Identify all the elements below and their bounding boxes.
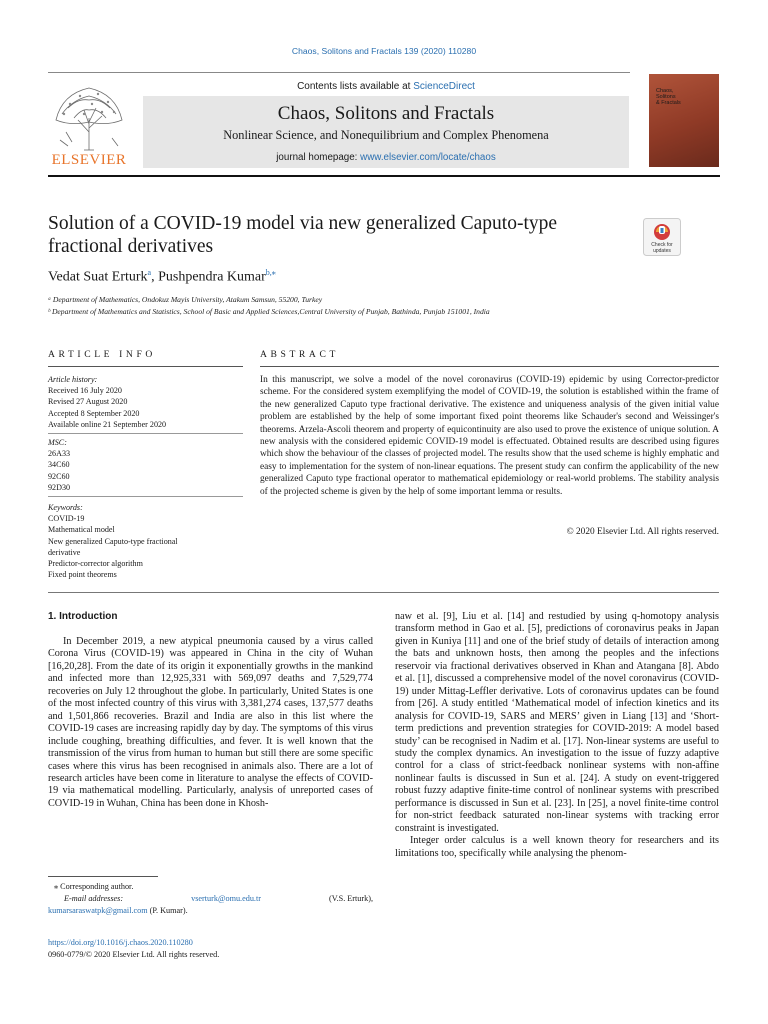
article-info-rule bbox=[48, 366, 243, 367]
body-column-left bbox=[48, 636, 373, 810]
journal-title: Chaos, Solitons and Fractals bbox=[277, 103, 495, 124]
msc-code: 26A33 bbox=[48, 449, 71, 459]
sciencedirect-link[interactable]: ScienceDirect bbox=[413, 81, 475, 92]
keyword: Mathematical model bbox=[48, 525, 115, 535]
body-paragraph: naw et al. [9], Liu et al. [14] and restudied by using q-homotopy analysis transform method in Gao et al. [5], predictions of coronavirus peaks in Japan given in Kuniya [11] and one of the brief study of details of interaction among the bats and unknown hosts, then among the peoples and the infections reservoir via fractional derivatives observed in Khan and Atangana [8]. Abdo et al. [1], discussed a comprehensive model of the novel coronavirus (COVID-19) under Mittag-Leffler derivative. Lots of coronavirus updates can be found from [26]. A study entitled ‘Mathematical model of infection kinetics and its analysis for COVID-19, SARS and MERS’ given in Liang [13] and ‘Short-term predictions and prevention strategies for COVID-2019: A model based study’ can be recognised in Nadim et al. [17]. Non-linear systems are useful to study the complex dynamics. An investigation to the issue of fuzzy adaptive control for a class of strict-feedback nonlinear systems with non-affine nonlinear faults is discussed in Sun et al. [24]. A study on event-triggered robust fuzzy adaptive finite-time control of nonlinear systems with prescribed performance is discussed in Sun et al. [23]. In [25], a novel finite-time control for non-strict feedback saturated non-linear systems with tracking error constraint is investigated. bbox=[395, 611, 719, 834]
homepage-link[interactable]: www.elsevier.com/locate/chaos bbox=[360, 152, 496, 163]
contents-prefix: Contents lists available at bbox=[297, 81, 414, 92]
crossmark-label: updates bbox=[653, 248, 671, 254]
history-item: Revised 27 August 2020 bbox=[48, 397, 128, 407]
info-divider bbox=[48, 433, 243, 434]
issn-copyright: 0960-0779/© 2020 Elsevier Ltd. All rights reserved. bbox=[48, 950, 220, 959]
email-owner: (P. Kumar). bbox=[149, 906, 188, 915]
section-heading-introduction: 1. Introduction bbox=[48, 611, 118, 622]
crossmark-icon[interactable] bbox=[643, 218, 681, 256]
email-link[interactable]: vserturk@omu.edu.tr bbox=[191, 894, 261, 903]
keywords-label: Keywords: bbox=[48, 503, 83, 512]
abstract-rule bbox=[260, 366, 719, 367]
body-column-right bbox=[395, 611, 719, 860]
cover-line: & Fractals bbox=[656, 100, 681, 106]
info-divider bbox=[48, 496, 243, 497]
cover-line: Solitons bbox=[656, 94, 676, 100]
article-history bbox=[48, 374, 243, 430]
journal-homepage bbox=[143, 152, 629, 163]
keyword: New generalized Caputo-type fractional bbox=[48, 536, 178, 546]
abstract-text: In this manuscript, we solve a model of the novel coronavirus (COVID-19) epidemic by using Corrector-predictor scheme. For the considered system exemplifying the model of COVID-19, the solution is established within the frame of the new generalized Caputo type fractional derivative. The existence and uniqueness analysis of the given initial value problem are established by the help of some important fixed point theorems like Schauder's second and Weissinger's theorems. Arzela-Ascoli theorem and property of equicontinuity are also used to prove the existence of unique solution. A new analysis with the considered epidemic COVID-19 model is effectuated. Obtained results are described using figures which show the behaviour of the classes of projected model. The results show that the used scheme is highly emphatic and easy to implementation for the system of non-linear equations. The present study can confirm the applicability of the new generalized Caputo type fractional operator to mathematical epidemiology or real-world problems. The stability analysis of the projected scheme is given by the help of some important lemma or results. bbox=[260, 375, 719, 497]
keyword: derivative bbox=[48, 547, 81, 557]
footnote-rule bbox=[48, 876, 158, 877]
body-paragraph: In December 2019, a new atypical pneumonia caused by a virus called Corona Virus (COVID-19) was appeared in China in the city of Wuhan [16,20,28]. From the date of its origin it exponentially growths in the mankind and infected more than 12,925,331 with 569,097 deaths and 7,529,774 recoveries on July 12 throughout the globe. In particularly, United States is one of the most infected country of this virus with 3,381,274 cases, 137,577 deaths and 1,501,866 recoveries. Brazil and India are also in this list where the COVID-19 cases are increasing rapidly day by day. The symptoms of this virus include coughing, breathing difficulties, and fever. It is well known that the transmission of the virus from human to human but still there are some specific cases where this virus has been recognised in animals also. There are a lot of research articles have been come in literature to analyse the effects of COVID-19 via mathematical modelling. Particularly, analysis of unreported cases of COVID-19 in Wuhan, China has been done in Khosh- bbox=[48, 636, 373, 809]
contents-line bbox=[143, 74, 629, 96]
affiliation-marker[interactable]: a bbox=[147, 268, 152, 277]
cover-line: Chaos, bbox=[656, 88, 674, 94]
email-line bbox=[48, 893, 373, 905]
email-link[interactable]: kumarsaraswatpk@gmail.com bbox=[48, 906, 148, 915]
paper-title: Solution of a COVID-19 model via new generalized Caputo-type fractional derivatives bbox=[48, 213, 558, 257]
author-name: Pushpendra Kumar bbox=[158, 269, 266, 285]
history-item: Accepted 8 September 2020 bbox=[48, 408, 140, 418]
author-list: Vedat Suat Erturk$^a$, Pushpendra Kumar$^{b,⁎}$ bbox=[48, 268, 276, 285]
abstract-bottom-rule bbox=[48, 592, 719, 593]
msc-codes bbox=[48, 437, 243, 493]
article-info-heading: ARTICLE INFO bbox=[48, 349, 156, 360]
journal-citation-link[interactable]: Chaos, Solitons and Fractals 139 (2020) 110280 bbox=[291, 46, 477, 56]
keyword: Fixed point theorems bbox=[48, 570, 117, 580]
history-item: Received 16 July 2020 bbox=[48, 386, 122, 396]
author-name: Vedat Suat Erturk bbox=[48, 269, 148, 285]
abstract-copyright: © 2020 Elsevier Ltd. All rights reserved. bbox=[566, 527, 719, 537]
corresponding-author-note: ⁎ Corresponding author. bbox=[54, 882, 134, 891]
email-label: E-mail addresses: bbox=[64, 894, 124, 903]
email-owner: (V.S. Erturk), bbox=[329, 894, 373, 903]
homepage-prefix: journal homepage: bbox=[276, 152, 361, 163]
affiliation-b: ᵇ Department of Mathematics and Statistics, School of Basic and Applied Sciences,Central University of Punjab, Bathinda, Punjab 151001, India bbox=[48, 307, 490, 316]
msc-code: 92C60 bbox=[48, 471, 70, 481]
doi-link[interactable]: https://doi.org/10.1016/j.chaos.2020.110280 bbox=[48, 938, 193, 947]
keywords bbox=[48, 502, 243, 580]
history-item: Available online 21 September 2020 bbox=[48, 419, 167, 429]
email-line-2 bbox=[48, 905, 373, 917]
journal-cover-title bbox=[656, 88, 716, 106]
abstract-heading: ABSTRACT bbox=[260, 349, 339, 360]
msc-code: 92D30 bbox=[48, 482, 71, 492]
keyword: COVID-19 bbox=[48, 514, 85, 524]
elsevier-wordmark: ELSEVIER bbox=[51, 152, 127, 168]
msc-code: 34C60 bbox=[48, 460, 70, 470]
keyword: Predictor-corrector algorithm bbox=[48, 559, 143, 569]
body-paragraph: Integer order calculus is a well known theory for researchers and its limitations too, specifically while analysing the phenom- bbox=[395, 835, 719, 859]
header-top-rule bbox=[48, 72, 630, 73]
affiliation-a: ᵃ Department of Mathematics, Ondokuz Mayis University, Atakum Samsun, 55200, Turkey bbox=[48, 295, 323, 304]
history-label: Article history: bbox=[48, 375, 98, 384]
crossmark-label: Check for bbox=[651, 242, 673, 248]
affiliation-marker[interactable]: b,⁎ bbox=[265, 268, 276, 277]
msc-label: MSC: bbox=[48, 438, 67, 447]
header-bottom-rule bbox=[48, 175, 720, 177]
journal-subtitle: Nonlinear Science, and Nonequilibrium and Complex Phenomena bbox=[223, 128, 549, 142]
